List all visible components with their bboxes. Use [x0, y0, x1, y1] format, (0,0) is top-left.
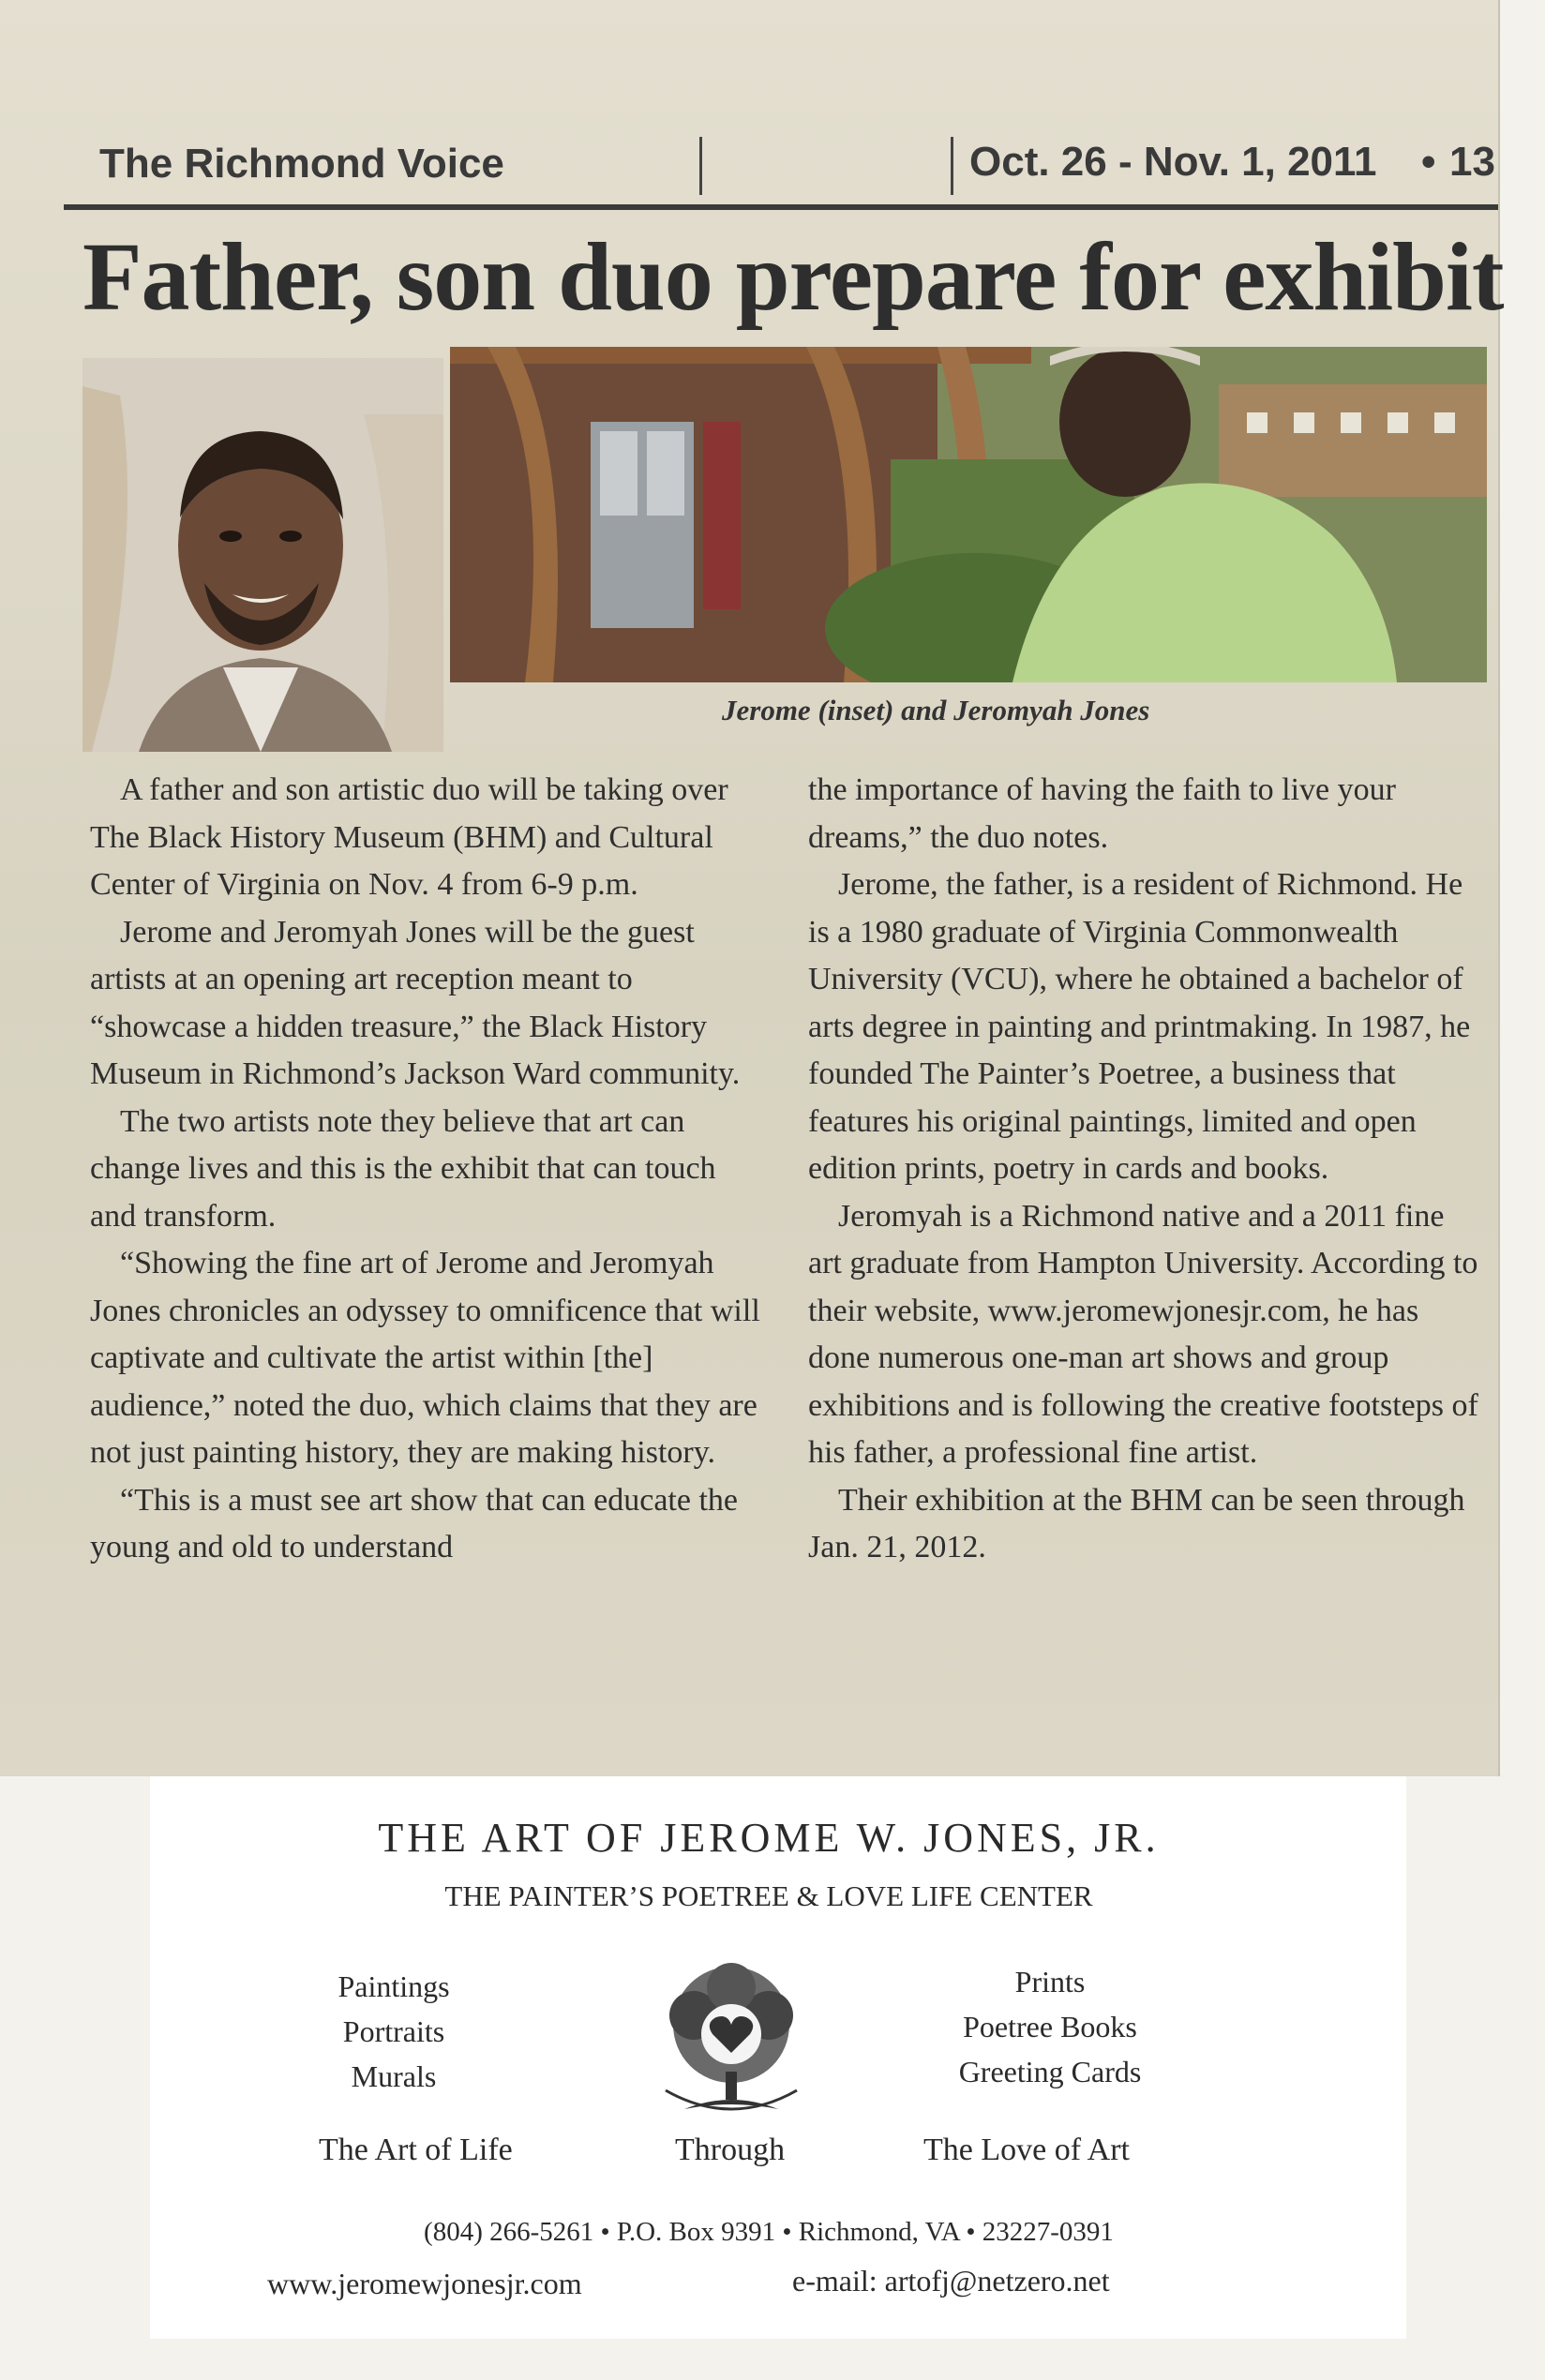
masthead-divider: [699, 137, 702, 195]
ad-service-item: Prints: [1014, 1965, 1086, 1998]
ad-tagline-part: The Art of Life: [319, 2133, 513, 2167]
ad-services-left: [272, 1964, 516, 2099]
ad-subtitle: THE PAINTER’S POETREE & LOVE LIFE CENTER: [444, 1879, 1093, 1912]
ad-services-right: [900, 1959, 1200, 2094]
article-paragraph: Jerome, the father, is a resident of Richmond. He is a 1980 graduate of Virginia Commonwealth University (VCU), where he obtained a bachelor of arts degree in painting and printmaking. In 1987, he founded The Painter’s Poetree, a business that features his original paintings, limited and open edition prints, poetry in cards and books.: [808, 867, 1471, 1186]
article-paragraph: Their exhibition at the BHM can be seen through Jan. 21, 2012.: [808, 1482, 1465, 1564]
main-photo: [450, 347, 1487, 682]
masthead-divider: [951, 137, 953, 195]
issue-date: Oct. 26 - Nov. 1, 2011: [969, 139, 1377, 185]
ad-contact-line: (804) 266-5261 • P.O. Box 9391 • Richmond, VA • 23227-0391: [424, 2217, 1114, 2247]
ad-tagline-part: Through: [675, 2133, 786, 2167]
ad-service-item: Greeting Cards: [958, 2055, 1142, 2088]
ad-service-item: Murals: [351, 2059, 437, 2093]
ad-service-item: Poetree Books: [963, 2010, 1137, 2043]
ad-service-item: Portraits: [342, 2014, 445, 2048]
article-paragraph: The two artists note they believe that art can change lives and this is the exhibit that can touch and transform.: [90, 1103, 716, 1234]
advertisement: [150, 1776, 1406, 2339]
article-paragraph: Jerome and Jeromyah Jones will be the guest artists at an opening art reception meant to “showcase a hidden treasure,” the Black History Museum in Richmond’s Jackson Ward community.: [90, 914, 741, 1091]
tree-heart-icon: [647, 1959, 816, 2128]
newspaper-name: The Richmond Voice: [99, 141, 504, 187]
page-number: 13: [1449, 139, 1495, 185]
article-paragraph: “This is a must see art show that can educate the young and old to understand: [90, 1482, 738, 1564]
article-column-left: [90, 767, 765, 1572]
article-paragraph: Jeromyah is a Richmond native and a 2011 fine art graduate from Hampton University. According to their website, www.jeromewjonesjr.com, he has done numerous one-man art shows and group exhibitions and is following the creative footsteps of his father, a professional fine artist.: [808, 1198, 1478, 1470]
masthead-rule: [64, 204, 1498, 210]
article-paragraph: “Showing the fine art of Jerome and Jeromyah Jones chronicles an odyssey to omnificence that will captivate and cultivate the artist within [the] audience,” noted the duo, which claims that they are not just painting history, they are making history.: [90, 1246, 760, 1470]
photo-caption: Jerome (inset) and Jeromyah Jones: [722, 694, 1150, 726]
article-paragraph: the importance of having the faith to live your dreams,” the duo notes.: [808, 772, 1396, 855]
masthead-bullet: •: [1421, 139, 1436, 185]
article-paragraph: A father and son artistic duo will be taking over The Black History Museum (BHM) and Cultural Center of Virginia on Nov. 4 from 6-9 p.m.: [90, 772, 728, 902]
ad-email-link[interactable]: e-mail: artofj@netzero.net: [792, 2264, 1110, 2298]
ad-tagline-part: The Love of Art: [923, 2133, 1130, 2167]
inset-portrait-photo: [82, 358, 443, 752]
ad-website-link[interactable]: www.jeromewjonesjr.com: [267, 2267, 582, 2300]
article-headline: Father, son duo prepare for exhibit: [82, 223, 1504, 331]
ad-service-item: Paintings: [338, 1969, 450, 2003]
masthead: [90, 131, 1495, 197]
article-column-right: [808, 767, 1479, 1572]
ad-title: THE ART OF JEROME W. JONES, JR.: [378, 1815, 1160, 1861]
